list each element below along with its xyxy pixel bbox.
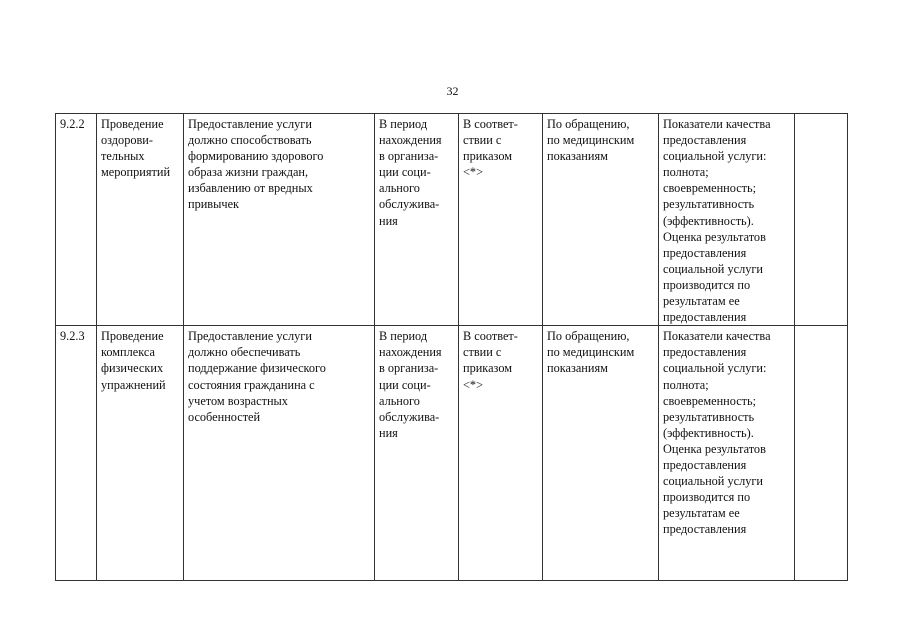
service-description: Предоставление услуги должно способствовать формированию здорового образа жизни граждан, избавлению от вредных привычек — [188, 117, 324, 212]
service-extra-cell — [795, 114, 848, 326]
service-name: Проведение комплекса физических упражнений — [101, 329, 166, 392]
service-description-cell — [184, 114, 375, 326]
service-timing-cell — [375, 326, 459, 581]
service-name: Проведение оздорови- тельных мероприятий — [101, 117, 171, 180]
service-volume-cell — [459, 326, 543, 581]
service-volume: В соответ- ствии с приказом <*> — [463, 329, 518, 392]
service-conditions-cell — [543, 326, 659, 581]
service-code-cell — [56, 114, 97, 326]
service-conditions: По обращению, по медицинским показаниям — [547, 329, 635, 376]
service-conditions-cell — [543, 114, 659, 326]
service-quality-cell — [659, 326, 795, 581]
page-number: 32 — [446, 84, 459, 98]
service-volume-cell — [459, 114, 543, 326]
service-quality: Показатели качества предоставления социальной услуги: полнота; своевременность; результативность (эффективность). Оценка результатов предоставления социальной услуги производится по результатам ее предоставления — [663, 117, 771, 325]
service-timing: В период нахождения в организа- ции соци- ального обслужива- ния — [379, 329, 442, 440]
table-row — [56, 114, 848, 326]
service-quality-cell — [659, 114, 795, 326]
service-description: Предоставление услуги должно обеспечивать поддержание физического состояния гражданина с учетом возрастных особенностей — [188, 329, 326, 424]
service-name-cell — [97, 114, 184, 326]
service-code: 9.2.3 — [60, 329, 85, 344]
service-description-cell — [184, 326, 375, 581]
services-table — [55, 113, 848, 581]
service-volume: В соответ- ствии с приказом <*> — [463, 117, 518, 180]
service-name-cell — [97, 326, 184, 581]
service-extra-cell — [795, 326, 848, 581]
table-row — [56, 326, 848, 581]
service-timing-cell — [375, 114, 459, 326]
service-quality: Показатели качества предоставления социальной услуги: полнота; своевременность; результативность (эффективность). Оценка результатов предоставления социальной услуги производится по результатам ее предоставления — [663, 329, 771, 537]
service-code: 9.2.2 — [60, 117, 85, 131]
service-conditions: По обращению, по медицинским показаниям — [547, 117, 635, 164]
service-timing: В период нахождения в организа- ции соци- ального обслужива- ния — [379, 117, 442, 228]
service-code-cell — [56, 326, 97, 581]
